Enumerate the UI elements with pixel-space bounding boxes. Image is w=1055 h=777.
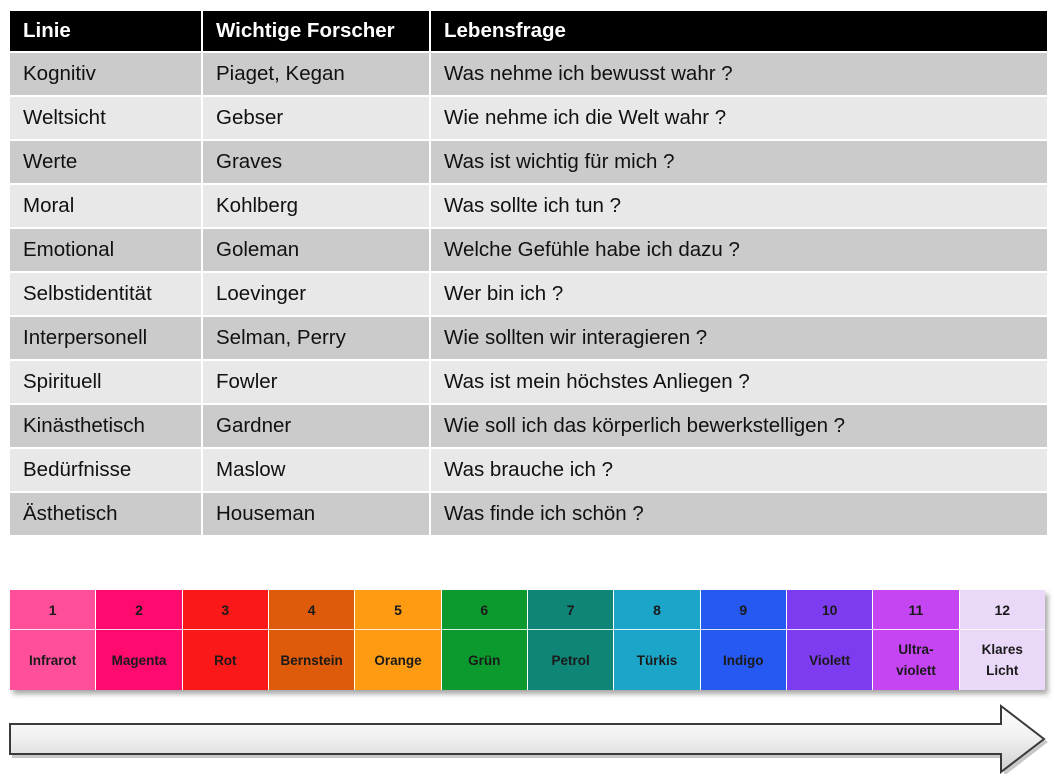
forscher-cell: Goleman bbox=[202, 228, 430, 272]
linie-cell: Bedürfnisse bbox=[9, 448, 202, 492]
stage-10 bbox=[787, 590, 873, 690]
forscher-cell: Selman, Perry bbox=[202, 316, 430, 360]
forscher-cell: Kohlberg bbox=[202, 184, 430, 228]
stage-number: 2 bbox=[96, 590, 181, 630]
lebensfrage-cell: Welche Gefühle habe ich dazu ? bbox=[430, 228, 1048, 272]
linie-cell: Weltsicht bbox=[9, 96, 202, 140]
color-stages-strip bbox=[10, 590, 1045, 690]
stage-number: 6 bbox=[442, 590, 527, 630]
stage-name: Indigo bbox=[723, 652, 764, 668]
stage-5 bbox=[355, 590, 441, 690]
table-row bbox=[9, 96, 1048, 140]
stage-name: Rot bbox=[214, 652, 237, 668]
linie-cell: Moral bbox=[9, 184, 202, 228]
progression-arrow-icon bbox=[8, 702, 1050, 774]
table-header-row bbox=[9, 10, 1048, 52]
table-body bbox=[9, 52, 1048, 536]
stage-name: Orange bbox=[374, 652, 422, 668]
forscher-cell: Graves bbox=[202, 140, 430, 184]
stage-1 bbox=[10, 590, 96, 690]
stage-name: Magenta bbox=[111, 652, 167, 668]
stage-number: 8 bbox=[614, 590, 699, 630]
table-row bbox=[9, 360, 1048, 404]
header-forscher: Wichtige Forscher bbox=[202, 10, 430, 52]
linie-cell: Selbstidentität bbox=[9, 272, 202, 316]
stage-4 bbox=[269, 590, 355, 690]
stage-name: Infrarot bbox=[29, 652, 77, 668]
stage-name: Türkis bbox=[636, 652, 678, 668]
forscher-cell: Gebser bbox=[202, 96, 430, 140]
stage-7 bbox=[528, 590, 614, 690]
lebensfrage-cell: Was nehme ich bewusst wahr ? bbox=[430, 52, 1048, 96]
stage-number: 12 bbox=[960, 590, 1045, 630]
stage-9 bbox=[701, 590, 787, 690]
stage-number: 1 bbox=[10, 590, 95, 630]
stage-number: 7 bbox=[528, 590, 613, 630]
stage-3 bbox=[183, 590, 269, 690]
stage-12 bbox=[960, 590, 1045, 690]
table-row bbox=[9, 448, 1048, 492]
linie-cell: Emotional bbox=[9, 228, 202, 272]
header-lebensfrage: Lebensfrage bbox=[430, 10, 1048, 52]
lebensfrage-cell: Wie sollten wir interagieren ? bbox=[430, 316, 1048, 360]
stage-name: Klares Licht bbox=[981, 642, 1023, 678]
forscher-cell: Gardner bbox=[202, 404, 430, 448]
lebensfrage-cell: Was finde ich schön ? bbox=[430, 492, 1048, 536]
lebensfrage-cell: Wer bin ich ? bbox=[430, 272, 1048, 316]
stage-name: Ultra- violett bbox=[896, 642, 936, 678]
forscher-cell: Piaget, Kegan bbox=[202, 52, 430, 96]
stage-number: 11 bbox=[873, 590, 958, 630]
lebensfrage-cell: Was brauche ich ? bbox=[430, 448, 1048, 492]
header-linie: Linie bbox=[9, 10, 202, 52]
lebensfrage-cell: Wie soll ich das körperlich bewerkstelligen ? bbox=[430, 404, 1048, 448]
stage-number: 9 bbox=[701, 590, 786, 630]
linie-cell: Ästhetisch bbox=[9, 492, 202, 536]
table-row bbox=[9, 404, 1048, 448]
lebensfrage-cell: Wie nehme ich die Welt wahr ? bbox=[430, 96, 1048, 140]
linie-cell: Kinästhetisch bbox=[9, 404, 202, 448]
stage-name: Violett bbox=[809, 652, 851, 668]
arrow-body bbox=[10, 706, 1044, 772]
lebensfrage-cell: Was ist wichtig für mich ? bbox=[430, 140, 1048, 184]
table-row bbox=[9, 316, 1048, 360]
linie-cell: Interpersonell bbox=[9, 316, 202, 360]
forscher-cell: Fowler bbox=[202, 360, 430, 404]
table-row bbox=[9, 492, 1048, 536]
linie-cell: Werte bbox=[9, 140, 202, 184]
lebensfrage-cell: Was sollte ich tun ? bbox=[430, 184, 1048, 228]
stage-11 bbox=[873, 590, 959, 690]
table-row bbox=[9, 52, 1048, 96]
forscher-cell: Houseman bbox=[202, 492, 430, 536]
stage-number: 5 bbox=[355, 590, 440, 630]
stage-8 bbox=[614, 590, 700, 690]
table-row bbox=[9, 140, 1048, 184]
table-row bbox=[9, 184, 1048, 228]
stage-name: Petrol bbox=[551, 652, 590, 668]
linie-cell: Kognitiv bbox=[9, 52, 202, 96]
lebensfrage-cell: Was ist mein höchstes Anliegen ? bbox=[430, 360, 1048, 404]
stage-name: Bernstein bbox=[280, 652, 343, 668]
forscher-cell: Loevinger bbox=[202, 272, 430, 316]
stage-number: 10 bbox=[787, 590, 872, 630]
stage-6 bbox=[442, 590, 528, 690]
forscher-cell: Maslow bbox=[202, 448, 430, 492]
table-row bbox=[9, 228, 1048, 272]
table-row bbox=[9, 272, 1048, 316]
stage-2 bbox=[96, 590, 182, 690]
stage-number: 4 bbox=[269, 590, 354, 630]
linie-cell: Spirituell bbox=[9, 360, 202, 404]
development-lines-table bbox=[8, 9, 1049, 537]
stage-name: Grün bbox=[468, 652, 501, 668]
stage-number: 3 bbox=[183, 590, 268, 630]
